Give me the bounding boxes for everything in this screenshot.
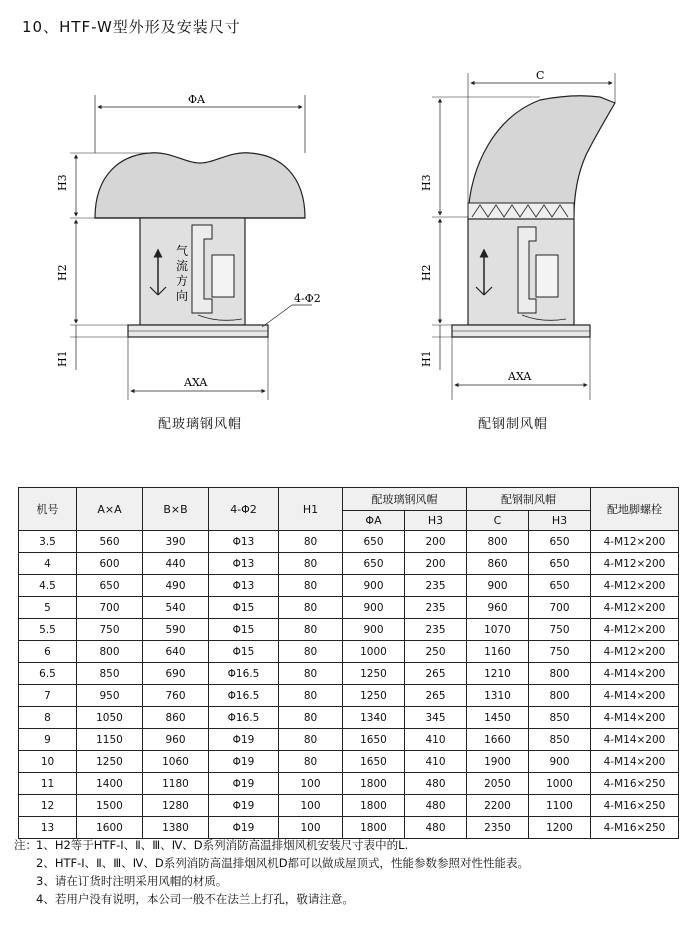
table-cell: 900 [529, 751, 591, 773]
dimension-table [18, 487, 679, 839]
steel-cap-shape [468, 96, 615, 217]
table-cell: 4-M16×250 [591, 773, 679, 795]
col-header-holes: 4-Φ2 [209, 488, 279, 531]
table-cell: 1800 [343, 817, 405, 839]
table-cell: 1050 [77, 707, 143, 729]
table-cell: 6 [19, 641, 77, 663]
table-cell: 1150 [77, 729, 143, 751]
table-cell: 1100 [529, 795, 591, 817]
table-cell: 800 [529, 685, 591, 707]
table-cell: 760 [143, 685, 209, 707]
table-cell: 650 [529, 553, 591, 575]
table-cell: 265 [405, 685, 467, 707]
table-cell: 265 [405, 663, 467, 685]
table-cell: 80 [279, 531, 343, 553]
table-cell: 4-M12×200 [591, 553, 679, 575]
table-cell: 690 [143, 663, 209, 685]
table-cell: 650 [77, 575, 143, 597]
table-cell: 4-M12×200 [591, 597, 679, 619]
table-cell: 490 [143, 575, 209, 597]
table-cell: 1900 [467, 751, 529, 773]
table-cell: Φ13 [209, 575, 279, 597]
table-cell: 750 [77, 619, 143, 641]
table-cell: 650 [529, 531, 591, 553]
table-cell: 2350 [467, 817, 529, 839]
col-header-h3-steel: H3 [529, 511, 591, 531]
table-cell: 80 [279, 729, 343, 751]
table-cell: Φ15 [209, 641, 279, 663]
table-cell: 540 [143, 597, 209, 619]
table-cell: 1200 [529, 817, 591, 839]
table-row [19, 773, 679, 795]
table-row [19, 575, 679, 597]
table-cell: 850 [77, 663, 143, 685]
table-cell: 900 [467, 575, 529, 597]
col-header-bolt: 配地脚螺栓 [591, 488, 679, 531]
table-cell: 200 [405, 531, 467, 553]
table-cell: 4-M12×200 [591, 575, 679, 597]
table-cell: 850 [529, 729, 591, 751]
table-cell: 80 [279, 641, 343, 663]
left-dim-H1: H1 [56, 350, 69, 367]
table-cell: 9 [19, 729, 77, 751]
col-group-steel-cap: 配钢制风帽 [467, 488, 591, 511]
table-cell: 1800 [343, 773, 405, 795]
dim-C-label: C [536, 69, 545, 82]
notes-prefix: 注： [14, 838, 37, 852]
table-cell: 850 [529, 707, 591, 729]
table-cell: 700 [77, 597, 143, 619]
table-cell: 440 [143, 553, 209, 575]
right-dim-H1: H1 [420, 350, 433, 367]
table-cell: 1500 [77, 795, 143, 817]
table-cell: 100 [279, 795, 343, 817]
table-cell: 800 [529, 663, 591, 685]
table-cell: 4.5 [19, 575, 77, 597]
table-cell: Φ15 [209, 597, 279, 619]
table-cell: 1340 [343, 707, 405, 729]
col-header-axa: A×A [77, 488, 143, 531]
table-cell: Φ19 [209, 751, 279, 773]
right-caption: 配钢制风帽 [478, 417, 549, 432]
note-line [14, 854, 694, 872]
note-text: 1、H2等于HTF-Ⅰ、Ⅱ、Ⅲ、Ⅳ、D系列消防高温排烟风机安装尺寸表中的L. [36, 838, 409, 852]
table-cell: Φ16.5 [209, 707, 279, 729]
table-cell: 1400 [77, 773, 143, 795]
right-dim-AxA: AXA [508, 370, 532, 383]
dim-phiA-label: ΦA [188, 93, 205, 106]
table-cell: 1070 [467, 619, 529, 641]
table-cell: Φ15 [209, 619, 279, 641]
table-cell: 480 [405, 795, 467, 817]
col-header-c: C [467, 511, 529, 531]
table-cell: 640 [143, 641, 209, 663]
col-header-bxb: B×B [143, 488, 209, 531]
table-cell: Φ19 [209, 773, 279, 795]
table-cell: Φ19 [209, 729, 279, 751]
table-row [19, 641, 679, 663]
table-row [19, 707, 679, 729]
table-cell: 4-M14×200 [591, 707, 679, 729]
right-dim-H3: H3 [420, 174, 433, 191]
table-cell: 860 [143, 707, 209, 729]
table-cell: Φ19 [209, 795, 279, 817]
table-cell: 1660 [467, 729, 529, 751]
table-cell: 750 [529, 619, 591, 641]
dim-holes-label: 4-Φ2 [294, 292, 321, 305]
table-cell: 900 [343, 619, 405, 641]
table-cell: 1250 [343, 663, 405, 685]
table-cell: 1060 [143, 751, 209, 773]
airflow-char-1: 气 [176, 244, 189, 258]
table-cell: 1160 [467, 641, 529, 663]
left-caption: 配玻璃钢风帽 [158, 417, 243, 432]
table-cell: 750 [529, 641, 591, 663]
table-cell: 80 [279, 751, 343, 773]
table-cell: 4-M12×200 [591, 531, 679, 553]
table-cell: 950 [77, 685, 143, 707]
fan-drawings [0, 55, 700, 475]
table-cell: 4-M16×250 [591, 795, 679, 817]
table-cell: 5.5 [19, 619, 77, 641]
table-cell: 1650 [343, 751, 405, 773]
right-dim-H2: H2 [420, 264, 433, 281]
col-group-glass-cap: 配玻璃钢风帽 [343, 488, 467, 511]
table-cell: 1280 [143, 795, 209, 817]
table-cell: 250 [405, 641, 467, 663]
table-cell: 1380 [143, 817, 209, 839]
table-cell: 7 [19, 685, 77, 707]
table-row [19, 619, 679, 641]
table-cell: 10 [19, 751, 77, 773]
table-cell: 1250 [343, 685, 405, 707]
col-header-h3-glass: H3 [405, 511, 467, 531]
table-cell: 560 [77, 531, 143, 553]
table-cell: 235 [405, 597, 467, 619]
table-row [19, 729, 679, 751]
airflow-char-3: 方 [176, 274, 189, 288]
table-cell: 480 [405, 773, 467, 795]
table-cell: 4-M12×200 [591, 641, 679, 663]
table-body [19, 531, 679, 839]
note-line [14, 872, 694, 890]
table-cell: 410 [405, 729, 467, 751]
table-cell: 1180 [143, 773, 209, 795]
table-cell: 800 [467, 531, 529, 553]
table-cell: 600 [77, 553, 143, 575]
table-cell: 4-M16×250 [591, 817, 679, 839]
table-cell: 900 [343, 575, 405, 597]
table-cell: 590 [143, 619, 209, 641]
table-cell: 8 [19, 707, 77, 729]
notes-block [14, 836, 694, 908]
table-cell: 13 [19, 817, 77, 839]
table-cell: 235 [405, 619, 467, 641]
table-cell: 390 [143, 531, 209, 553]
table-cell: 1650 [343, 729, 405, 751]
table-cell: 4-M12×200 [591, 619, 679, 641]
section-heading: 10、HTF-W型外形及安装尺寸 [22, 18, 241, 36]
table-cell: 2050 [467, 773, 529, 795]
table-cell: 200 [405, 553, 467, 575]
table-cell: 480 [405, 817, 467, 839]
table-row [19, 663, 679, 685]
note-line [14, 890, 694, 908]
table-cell: 80 [279, 707, 343, 729]
table-cell: 11 [19, 773, 77, 795]
table-cell: Φ13 [209, 553, 279, 575]
table-cell: 1250 [77, 751, 143, 773]
table-cell: 80 [279, 663, 343, 685]
table-cell: 900 [343, 597, 405, 619]
left-dim-H3: H3 [56, 174, 69, 191]
airflow-char-2: 流 [176, 259, 189, 273]
table-cell: 1800 [343, 795, 405, 817]
table-cell: 1000 [529, 773, 591, 795]
table-cell: 100 [279, 817, 343, 839]
table-cell: 1600 [77, 817, 143, 839]
table-cell: 12 [19, 795, 77, 817]
table-cell: 2200 [467, 795, 529, 817]
left-dim-H2: H2 [56, 264, 69, 281]
table-cell: Φ19 [209, 817, 279, 839]
table-row [19, 751, 679, 773]
table-cell: 1450 [467, 707, 529, 729]
table-cell: 960 [467, 597, 529, 619]
table-cell: 80 [279, 685, 343, 707]
table-cell: 650 [343, 531, 405, 553]
table-cell: 235 [405, 575, 467, 597]
col-header-phiA: ΦA [343, 511, 405, 531]
table-cell: 4-M14×200 [591, 751, 679, 773]
table-cell: 4-M14×200 [591, 729, 679, 751]
glass-cap-fan-drawing [56, 93, 321, 400]
table-cell: 4 [19, 553, 77, 575]
table-cell: 4-M14×200 [591, 685, 679, 707]
table-cell: 410 [405, 751, 467, 773]
table-cell: 345 [405, 707, 467, 729]
table-cell: 100 [279, 773, 343, 795]
table-cell: 5 [19, 597, 77, 619]
table-cell: 960 [143, 729, 209, 751]
left-dim-AxA: AXA [184, 376, 208, 389]
table-cell: 80 [279, 619, 343, 641]
table-cell: Φ16.5 [209, 685, 279, 707]
table-cell: 1000 [343, 641, 405, 663]
table-row [19, 685, 679, 707]
table-cell: 80 [279, 575, 343, 597]
table-cell: 650 [529, 575, 591, 597]
airflow-char-4: 向 [176, 289, 189, 303]
glass-cap-shape [95, 153, 305, 218]
table-cell: 800 [77, 641, 143, 663]
table-cell: 860 [467, 553, 529, 575]
table-cell: 6.5 [19, 663, 77, 685]
note-text: 2、HTF-Ⅰ、Ⅱ、Ⅲ、Ⅳ、D系列消防高温排烟风机D都可以做成屋顶式，性能参数参照对性性能表。 [36, 856, 530, 870]
table-row [19, 531, 679, 553]
table-cell: 1310 [467, 685, 529, 707]
note-text: 4、若用户没有说明，本公司一般不在法兰上打孔，敬请注意。 [36, 892, 354, 906]
table-cell: 80 [279, 597, 343, 619]
table-cell: 80 [279, 553, 343, 575]
table-row [19, 795, 679, 817]
table-cell: Φ13 [209, 531, 279, 553]
table-cell: Φ16.5 [209, 663, 279, 685]
table-cell: 3.5 [19, 531, 77, 553]
table-cell: 4-M14×200 [591, 663, 679, 685]
table-cell: 1210 [467, 663, 529, 685]
note-text: 3、请在订货时注明采用风帽的材质。 [36, 874, 228, 888]
table-cell: 700 [529, 597, 591, 619]
table-row [19, 553, 679, 575]
table-row [19, 597, 679, 619]
table-cell: 650 [343, 553, 405, 575]
steel-cap-fan-drawing [420, 69, 615, 400]
col-header-h1: H1 [279, 488, 343, 531]
note-line [14, 836, 694, 854]
col-header-model: 机号 [19, 488, 77, 531]
